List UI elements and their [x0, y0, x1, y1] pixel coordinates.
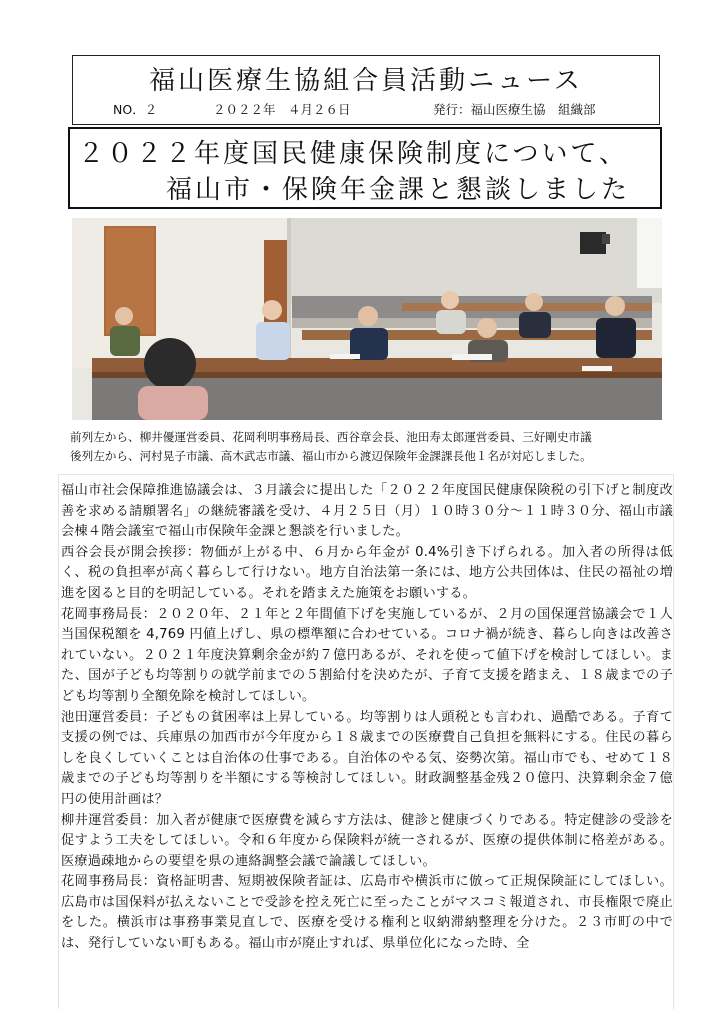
- publisher: 発行：福山医療生協 組織部: [433, 102, 596, 117]
- caption-front-row: 前列左から、柳井優運営委員、花岡利明事務局長、西谷章会長、池田寿太郎運営委員、三好剛史市議: [70, 430, 592, 444]
- headline-box: [68, 127, 662, 209]
- caption-back-row: 後列左から、河村晃子市議、高木武志市議、福山市から渡辺保険年金課課長他１名が対応しました。: [70, 449, 592, 463]
- article-paragraph: 池田運営委員：子どもの貧困率は上昇している。均等割りは人頭税とも言われ、過酷である。子育て支援の例では、兵庫県の加西市が今年度から１８歳までの医療費自己負担を無料にする。住民の暮らしを良くしていくことは自治体の仕事である。自治体のやる気、姿勢次第。福山市でも、せめて１８歳までの子ども均等割りを半額にする等検討してほしい。財政調整基金残２０億円、決算剰余金７億円の使用計画は？: [61, 709, 673, 807]
- masthead: [72, 55, 660, 125]
- article-paragraph: 福山市社会保障推進協議会は、３月議会に提出した「２０２２年度国民健康保険税の引下げと制度改善を求める請願署名」の継続審議を受け、４月２５日（月）１０時３０分～１１時３０分、福山市議会棟４階会議室で福山市保険年金課と懇談を行いました。: [61, 483, 673, 540]
- article-paragraph: 柳井運営委員：加入者が健康で医療費を減らす方法は、健診と健康づくりである。特定健診の受診を促すよう工夫をしてほしい。令和６年度から保険料が統一されるが、医療の提供体制に格差がある。医療過疎地からの要望を県の連絡調整会議で論議してほしい。: [61, 812, 673, 869]
- headline-line-1: ２０２２年度国民健康保険制度について、: [78, 139, 628, 169]
- issue-number: NO．２: [113, 102, 158, 117]
- article-paragraph: 西谷会長が開会挨拶：物価が上がる中、６月から年金が 0.4%引き下げられる。加入者の所得は低く、税の負担率が高く暮らして行けない。地方自治法第一条には、地方公共団体は、住民の福祉の増進を図ると目的を明記している。それを踏まえた施策をお願いする。: [61, 544, 673, 601]
- article-body: [58, 474, 674, 1009]
- photo-caption: [70, 428, 670, 466]
- issue-date: ２０２２年 ４月２６日: [213, 102, 351, 117]
- meeting-photo-illustration: [72, 218, 662, 420]
- article-paragraph: 花岡事務局長：資格証明書、短期被保険者証は、広島市や横浜市に倣って正規保険証にしてほしい。広島市は国保料が払えないことで受診を控え死亡に至ったことがマスコミ報道され、市長権限で廃止をした。横浜市は事務事業見直しで、医療を受ける権利と収納滞納整理を分けた。２３市町の中では、発行していない町もある。福山市が廃止すれば、県単位化になった時、全: [61, 874, 673, 952]
- headline-line-2: 福山市・保険年金課と懇談しました: [166, 175, 631, 205]
- article-paragraph: 花岡事務局長：２０２０年、２１年と２年間値下げを実施しているが、２月の国保運営協議会で１人当国保税額を 4,769 円値上げし、県の標準額に合わせている。コロナ禍が続き、暮らし向きは改善されていない。２０２１年度決算剰余金が約７億円あるが、それを使って値下げを検討してほしい。また、国が子ども均等割りの就学前までの５割給付を決めたが、子育て支援を踏まえ、１８歳までの子ども均等割り全額免除を検討してほしい。: [61, 606, 673, 704]
- meeting-photo: [72, 218, 662, 420]
- newsletter-title: 福山医療生協組合員活動ニュース: [149, 66, 583, 96]
